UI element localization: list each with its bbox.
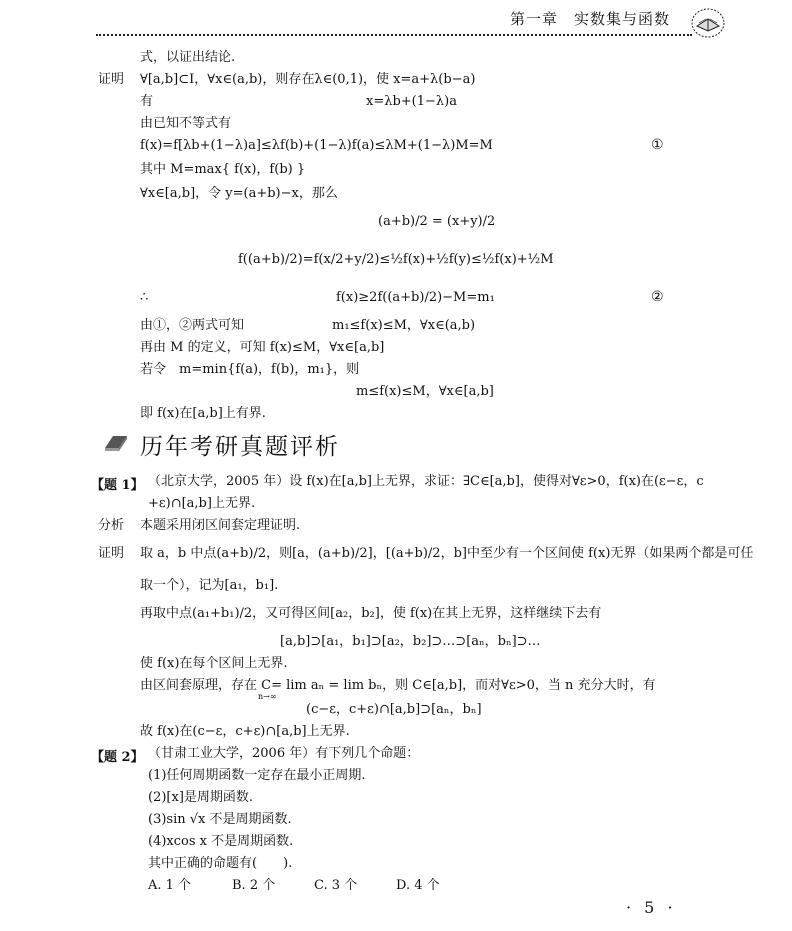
proof-line-5: 其中 M=max{ f(x)，f(b) } xyxy=(140,162,306,177)
q1-proof-line-7: (c−ε，c+ε)∩[a,b]⊃[aₙ，bₙ] xyxy=(306,702,482,717)
q1-proof-line-2: 取一个），记为[a₁，b₁]. xyxy=(140,578,279,593)
question-2-text: （甘肃工业大学，2006 年）有下列几个命题： xyxy=(148,746,420,761)
statement-3: (3)sin √x 不是周期函数. xyxy=(148,812,292,827)
proof-label-2: 证明 xyxy=(98,546,125,561)
proof-line-8: f((a+b)/2)=f(x/2+y/2)≤½f(x)+½f(y)≤½f(x)+½M xyxy=(238,252,554,267)
statement-4: (4)xcos x 不是周期函数. xyxy=(148,834,294,849)
book-icon xyxy=(690,6,726,40)
proof-line-2-left: 有 xyxy=(140,94,154,109)
equation-mark-1: ① xyxy=(651,137,664,153)
q1-proof-line-8: 故 f(x)在(c−ε，c+ε)∩[a,b]上无界. xyxy=(140,724,350,739)
header-divider xyxy=(96,34,692,36)
statement-2: (2)[x]是周期函数. xyxy=(148,790,254,805)
question-1-text-2: +ε)∩[a,b]上无界. xyxy=(148,496,256,511)
question-2-tag: 【题 2】 xyxy=(91,750,144,765)
q1-proof-line-1: 取 a，b 中点(a+b)/2，则[a，(a+b)/2]，[(a+b)/2，b]中至少有一个区间使 f(x)无界（如果两个都是可任 xyxy=(140,546,754,561)
q1-proof-line-6: 由区间套原理，存在 C= lim aₙ = lim bₙ，则 C∈[a,b]，而对∀ε>0，当 n 充分大时，有 xyxy=(140,678,656,693)
limit-subscript: n→∞ xyxy=(258,692,277,701)
proof-line-6: ∀x∈[a,b]，令 y=(a+b)−x，那么 xyxy=(140,186,338,201)
proof-line-10-right: m₁≤f(x)≤M，∀x∈(a,b) xyxy=(332,318,476,333)
proof-line-13: m≤f(x)≤M，∀x∈[a,b] xyxy=(356,384,494,399)
proof-line-3: 由已知不等式有 xyxy=(140,116,232,131)
question-1-tag: 【题 1】 xyxy=(91,478,144,493)
proof-line-9: f(x)≥2f((a+b)/2)−M=m₁ xyxy=(336,290,495,305)
page-number: · 5 · xyxy=(626,898,677,917)
chapter-header: 第一章 实数集与函数 xyxy=(510,10,671,28)
q1-proof-line-4: [a,b]⊃[a₁，b₁]⊃[a₂，b₂]⊃…⊃[aₙ，bₙ]⊃… xyxy=(280,634,541,649)
question-1-text-1: （北京大学，2005 年）设 f(x)在[a,b]上无界，求证：∃C∈[a,b]，使得对∀ε>0，f(x)在(ε−ε，c xyxy=(148,474,704,489)
q1-proof-line-5: 使 f(x)在每个区间上无界. xyxy=(140,656,288,671)
therefore-symbol: ∴ xyxy=(140,290,149,305)
proof-line-10-left: 由①，②两式可知 xyxy=(140,318,245,333)
proof-label: 证明 xyxy=(98,72,125,87)
proof-line-12: 若令 m=min{f(a)，f(b)，m₁}，则 xyxy=(140,362,360,377)
proof-intro: 式，以证出结论. xyxy=(140,50,236,65)
equation-mark-2: ② xyxy=(651,289,664,305)
proof-line-4: f(x)=f[λb+(1−λ)a]≤λf(b)+(1−λ)f(a)≤λM+(1−λ)M=M xyxy=(140,138,493,153)
proof-line-14: 即 f(x)在[a,b]上有界. xyxy=(140,406,266,421)
q1-proof-line-3: 再取中点(a₁+b₁)/2，又可得区间[a₂，b₂]，使 f(x)在其上无界，这样继续下去有 xyxy=(140,606,602,621)
option-a: A. 1 个 xyxy=(148,878,192,893)
analysis-text: 本题采用闭区间套定理证明. xyxy=(140,518,301,533)
proof-line-11: 再由 M 的定义，可知 f(x)≤M，∀x∈[a,b] xyxy=(140,340,385,355)
proof-line-1: ∀[a,b]⊂I，∀x∈(a,b)，则存在λ∈(0,1)，使 x=a+λ(b−a) xyxy=(140,72,476,87)
option-b: B. 2 个 xyxy=(232,878,276,893)
book-stack-icon xyxy=(103,432,129,452)
section-title: 历年考研真题评析 xyxy=(140,434,340,460)
analysis-label: 分析 xyxy=(98,518,125,533)
proof-line-2-right: x=λb+(1−λ)a xyxy=(366,94,457,109)
statement-1: (1)任何周期函数一定存在最小正周期. xyxy=(148,768,366,783)
option-c: C. 3 个 xyxy=(314,878,358,893)
question-2-ask: 其中正确的命题有( ). xyxy=(148,856,293,871)
proof-line-7: (a+b)/2 = (x+y)/2 xyxy=(378,214,496,229)
option-d: D. 4 个 xyxy=(396,878,440,893)
